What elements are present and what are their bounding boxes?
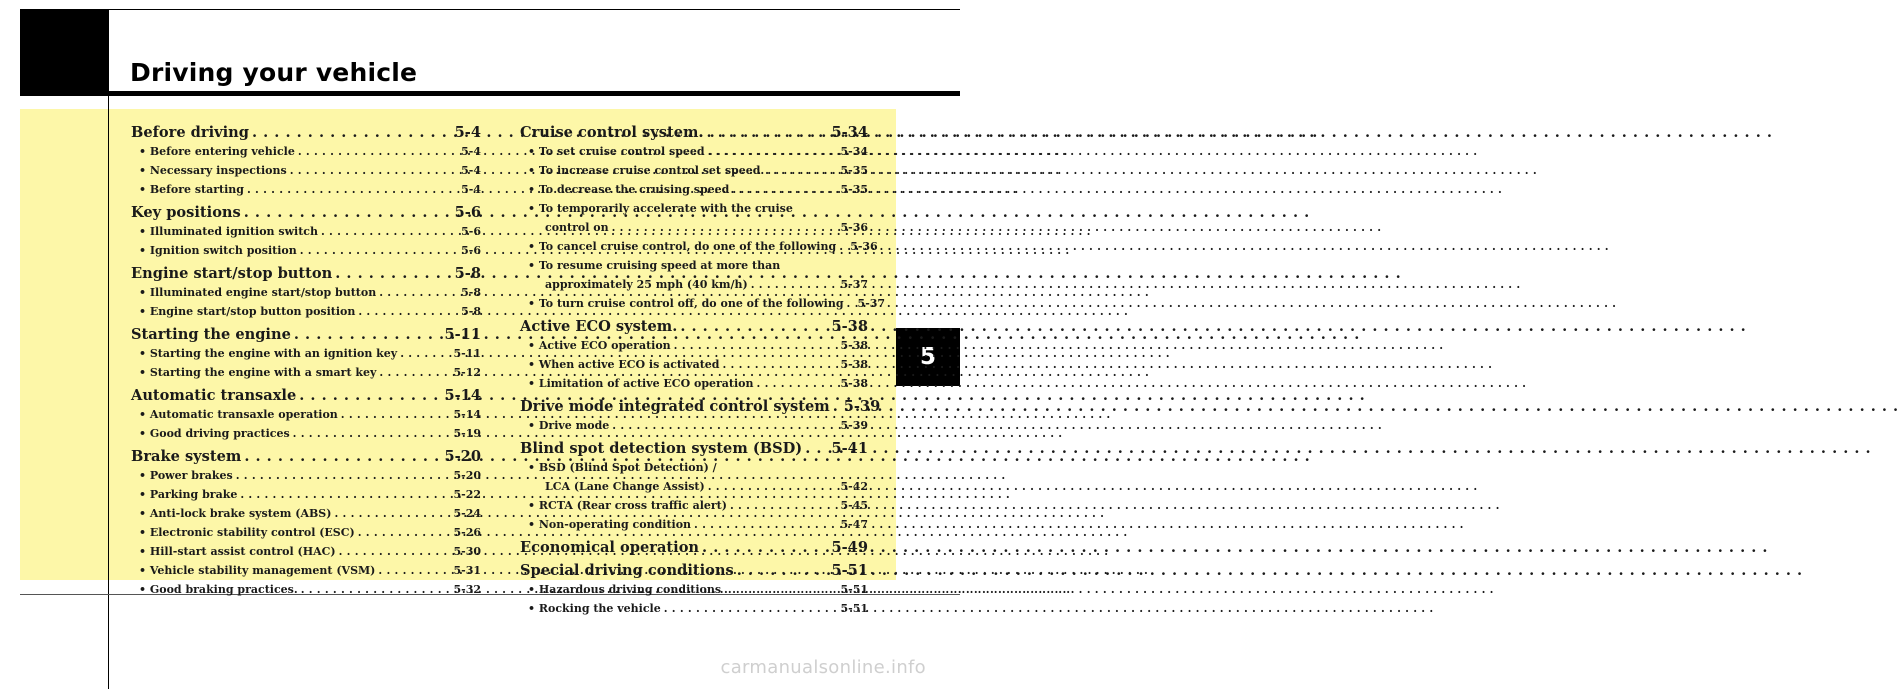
toc-subentry[interactable] [131,526,481,545]
toc-entry-title: approximately 25 mph (40 km/h) [545,278,748,291]
dot-leader [244,204,452,221]
dot-leader [708,145,838,158]
toc-page-number: 5-26 [453,526,481,539]
toc-subentry-continued[interactable] [520,259,868,278]
toc-page-number: 5-24 [453,507,481,520]
toc-entry-title: Before driving [131,124,249,141]
dot-leader [400,347,450,360]
toc-entry-title: • To resume cruising speed at more than [528,259,781,272]
toc-entry-title: • To temporarily accelerate with the cruise [528,202,793,215]
toc-subentry[interactable] [131,408,481,427]
toc-entry-title: • Before starting [139,183,244,196]
toc-page-number: 5-42 [840,480,868,493]
toc-subentry[interactable] [131,225,481,244]
dot-leader [339,545,451,558]
dot-leader [737,562,829,579]
dot-leader [694,518,837,531]
toc-column-right [520,122,886,621]
toc-subentry[interactable] [131,164,481,183]
toc-section-entry[interactable] [131,387,481,408]
toc-page-number: 5-14 [453,408,481,421]
toc-subentry[interactable] [520,221,868,240]
toc-page-number: 5-51 [840,583,868,596]
toc-section-entry[interactable] [520,398,881,419]
toc-page-number: 5-39 [840,419,868,432]
dot-leader [839,240,847,253]
dot-leader [236,469,451,482]
toc-subentry[interactable] [520,240,878,259]
toc-page-number: 5-37 [840,278,868,291]
toc-subentry[interactable] [131,244,481,263]
toc-page-number: 5-51 [831,562,868,579]
toc-entry-title: • Automatic transaxle operation [139,408,338,421]
toc-entry-title: • Rocking the vehicle [528,602,661,615]
margin-line [108,9,109,689]
toc-section-entry[interactable] [520,539,868,560]
dot-leader [299,387,441,404]
toc-page-number: 5-4 [461,183,481,196]
toc-page-number: 5-34 [840,145,868,158]
title-divider [20,91,960,96]
toc-entry-title: • To set cruise control speed [528,145,705,158]
toc-entry-title: • Engine start/stop button position [139,305,356,318]
chapter-corner-block [20,9,108,94]
toc-subentry[interactable] [131,286,481,305]
toc-entry-title: • Good braking practices. [139,583,298,596]
dot-leader [240,488,450,501]
toc-subentry[interactable] [520,602,868,621]
dot-leader [244,448,441,465]
toc-subentry[interactable] [520,518,868,537]
toc-entry-title: • Illuminated engine start/stop button [139,286,377,299]
toc-subentry[interactable] [131,305,481,324]
toc-page-number: 5-34 [831,124,868,141]
toc-subentry[interactable] [131,427,481,446]
toc-entry-title: • To turn cruise control off, do one of the following [528,297,844,310]
dot-leader [358,305,458,318]
toc-entry-title: Special driving conditions [520,562,734,579]
toc-entry-title: • Drive mode [528,419,610,432]
toc-entry-title: • Hill-start assist control (HAC) [139,545,336,558]
title-top-rule [108,9,960,10]
dot-leader [664,602,838,615]
toc-subentry[interactable] [520,583,868,602]
toc-page-number: 5-35 [840,183,868,196]
dot-leader [702,539,828,556]
toc-page-number: 5-14 [444,387,481,404]
dot-leader [708,480,838,493]
toc-page-number: 5-19 [453,427,481,440]
toc-page-number: 5-51 [840,602,868,615]
toc-page-number: 5-8 [454,265,481,282]
toc-subentry[interactable] [131,545,481,564]
watermark: carmanualsonline.info [720,657,926,678]
toc-page-number: 5-6 [454,204,481,221]
toc-page-number: 5-20 [453,469,481,482]
toc-entry-title: • Power brakes [139,469,233,482]
dot-leader [252,124,452,141]
toc-subentry[interactable] [131,469,481,488]
toc-entry-title: LCA (Lane Change Assist) [545,480,705,493]
toc-subentry[interactable] [520,339,868,358]
toc-entry-title: • Parking brake [139,488,238,501]
toc-page-number: 5-31 [453,564,481,577]
toc-section-entry[interactable] [131,448,481,469]
toc-entry-title: • When active ECO is activated [528,358,720,371]
toc-entry-title: • Necessary inspections [139,164,287,177]
toc-page-number: 5-6 [461,244,481,257]
dot-leader [293,427,451,440]
dot-leader [378,564,450,577]
toc-entry-title: Starting the engine [131,326,291,343]
toc-subentry[interactable] [520,358,868,377]
toc-page-number: 5-36 [840,221,868,234]
toc-entry-title: Economical operation [520,539,700,556]
dot-leader [300,244,458,257]
toc-entry-title: • Before entering vehicle [139,145,295,158]
toc-section-entry[interactable] [520,318,868,339]
dot-leader [358,526,451,539]
dot-leader [680,318,828,335]
dot-leader [294,326,442,343]
dot-leader [674,339,838,352]
toc-page-number: 5-30 [453,545,481,558]
toc-entry-title: Active ECO system. [520,318,678,335]
dot-leader [722,358,837,371]
dot-leader [833,398,841,415]
toc-section-entry[interactable] [520,562,868,583]
toc-page-number: 5-36 [850,240,878,253]
toc-entry-title: Blind spot detection system (BSD) [520,440,803,457]
toc-entry-title: • Ignition switch position [139,244,297,257]
toc-section-entry[interactable] [131,326,481,347]
toc-page-number: 5-38 [831,318,868,335]
toc-page-number: 5-22 [453,488,481,501]
toc-entry-title: • To increase cruise control set speed. [528,164,765,177]
toc-subentry[interactable] [520,183,868,202]
toc-page-number: 5-32 [453,583,481,596]
toc-subentry[interactable] [131,564,481,583]
toc-subentry[interactable] [520,145,868,164]
toc-entry-title: Cruise control system. [520,124,704,141]
toc-section-entry[interactable] [131,265,481,286]
dot-leader [612,221,838,234]
dot-leader [805,440,828,457]
toc-page-number: 5-8 [461,305,481,318]
toc-section-entry[interactable] [131,204,481,225]
toc-section-entry[interactable] [520,440,868,461]
toc-page-number: 5-11 [444,326,481,343]
toc-page-number: 5-4 [454,124,481,141]
toc-entry-title: • Vehicle stability management (VSM) [139,564,376,577]
toc-entry-title: Brake system [131,448,242,465]
toc-entry-title: • Electronic stability control (ESC) [139,526,355,539]
toc-entry-title: • Starting the engine with an ignition key [139,347,398,360]
toc-entry-title: • BSD (Blind Spot Detection) / [528,461,717,474]
toc-subentry[interactable] [131,583,481,602]
toc-page-number: 5-4 [461,164,481,177]
toc-entry-title: Automatic transaxle [131,387,297,404]
toc-column-left [131,122,481,602]
dot-leader [724,583,837,596]
toc-page-number: 5-8 [461,286,481,299]
toc-page-number: 5-38 [840,358,868,371]
toc-page-number: 5-20 [444,448,481,465]
toc-entry-title: Key positions [131,204,241,221]
toc-subentry[interactable] [520,377,868,396]
toc-entry-title: Engine start/stop button [131,265,333,282]
toc-entry-title: • Starting the engine with a smart key [139,366,377,379]
toc-subentry[interactable] [131,145,481,164]
toc-entry-title: Drive mode integrated control system [520,398,830,415]
toc-page-number: 5-11 [453,347,481,360]
dot-leader [298,145,458,158]
toc-page-number: 5-47 [840,518,868,531]
toc-subentry[interactable] [131,507,481,526]
dot-leader [321,225,458,238]
dot-leader [767,164,837,177]
toc-page-number: 5-38 [840,377,868,390]
toc-page-number: 5-49 [831,539,868,556]
toc-subentry-continued[interactable] [520,202,868,221]
toc-section-entry[interactable] [520,124,868,145]
toc-page-number: 5-37 [857,297,886,310]
dot-leader [730,499,837,512]
toc-page-number: 5-4 [461,145,481,158]
toc-entry-title: • To cancel cruise control, do one of the following [528,240,837,253]
toc-entry-title: • Good driving practices [139,427,290,440]
dot-leader [757,377,838,390]
dot-leader [341,408,451,421]
toc-entry-title: • Hazardous driving conditions [528,583,722,596]
toc-subentry[interactable] [520,419,868,438]
toc-page-number: 5-12 [453,366,481,379]
toc-subentry[interactable] [520,164,868,183]
dot-leader [334,507,450,520]
dot-leader [379,366,450,379]
toc-entry-title: • Active ECO operation [528,339,671,352]
dot-leader [379,286,458,299]
toc-subentry[interactable] [520,278,868,297]
toc-entry-title: control on [545,221,609,234]
dot-leader [301,583,451,596]
toc-page-number: 5-45 [840,499,868,512]
dot-leader [732,183,837,196]
dot-leader [751,278,838,291]
dot-leader [290,164,458,177]
toc-page-number: 5-39 [843,398,881,415]
chapter-number: 5 [919,344,936,370]
toc-subentry[interactable] [131,183,481,202]
toc-page-number: 5-41 [831,440,868,457]
toc-subentry[interactable] [520,480,868,499]
dot-leader [707,124,829,141]
dot-leader [847,297,855,310]
toc-entry-title: • RCTA (Rear cross traffic alert) [528,499,727,512]
toc-section-entry[interactable] [131,124,481,145]
dot-leader [612,419,837,432]
dot-leader [335,265,451,282]
toc-entry-title: • Anti-lock brake system (ABS) [139,507,332,520]
toc-subentry-continued[interactable] [520,461,868,480]
toc-subentry[interactable] [520,499,868,518]
toc-subentry[interactable] [131,488,481,507]
toc-subentry[interactable] [131,366,481,385]
toc-subentry[interactable] [520,297,886,316]
toc-page-number: 5-6 [461,225,481,238]
toc-entry-title: • Non-operating condition [528,518,692,531]
dot-leader [247,183,458,196]
toc-subentry[interactable] [131,347,481,366]
toc-page-number: 5-38 [840,339,868,352]
toc-entry-title: • To decrease the cruising speed [528,183,730,196]
toc-entry-title: • Illuminated ignition switch [139,225,318,238]
toc-entry-title: • Limitation of active ECO operation [528,377,754,390]
toc-page-number: 5-35 [840,164,868,177]
page-title: Driving your vehicle [130,58,418,87]
